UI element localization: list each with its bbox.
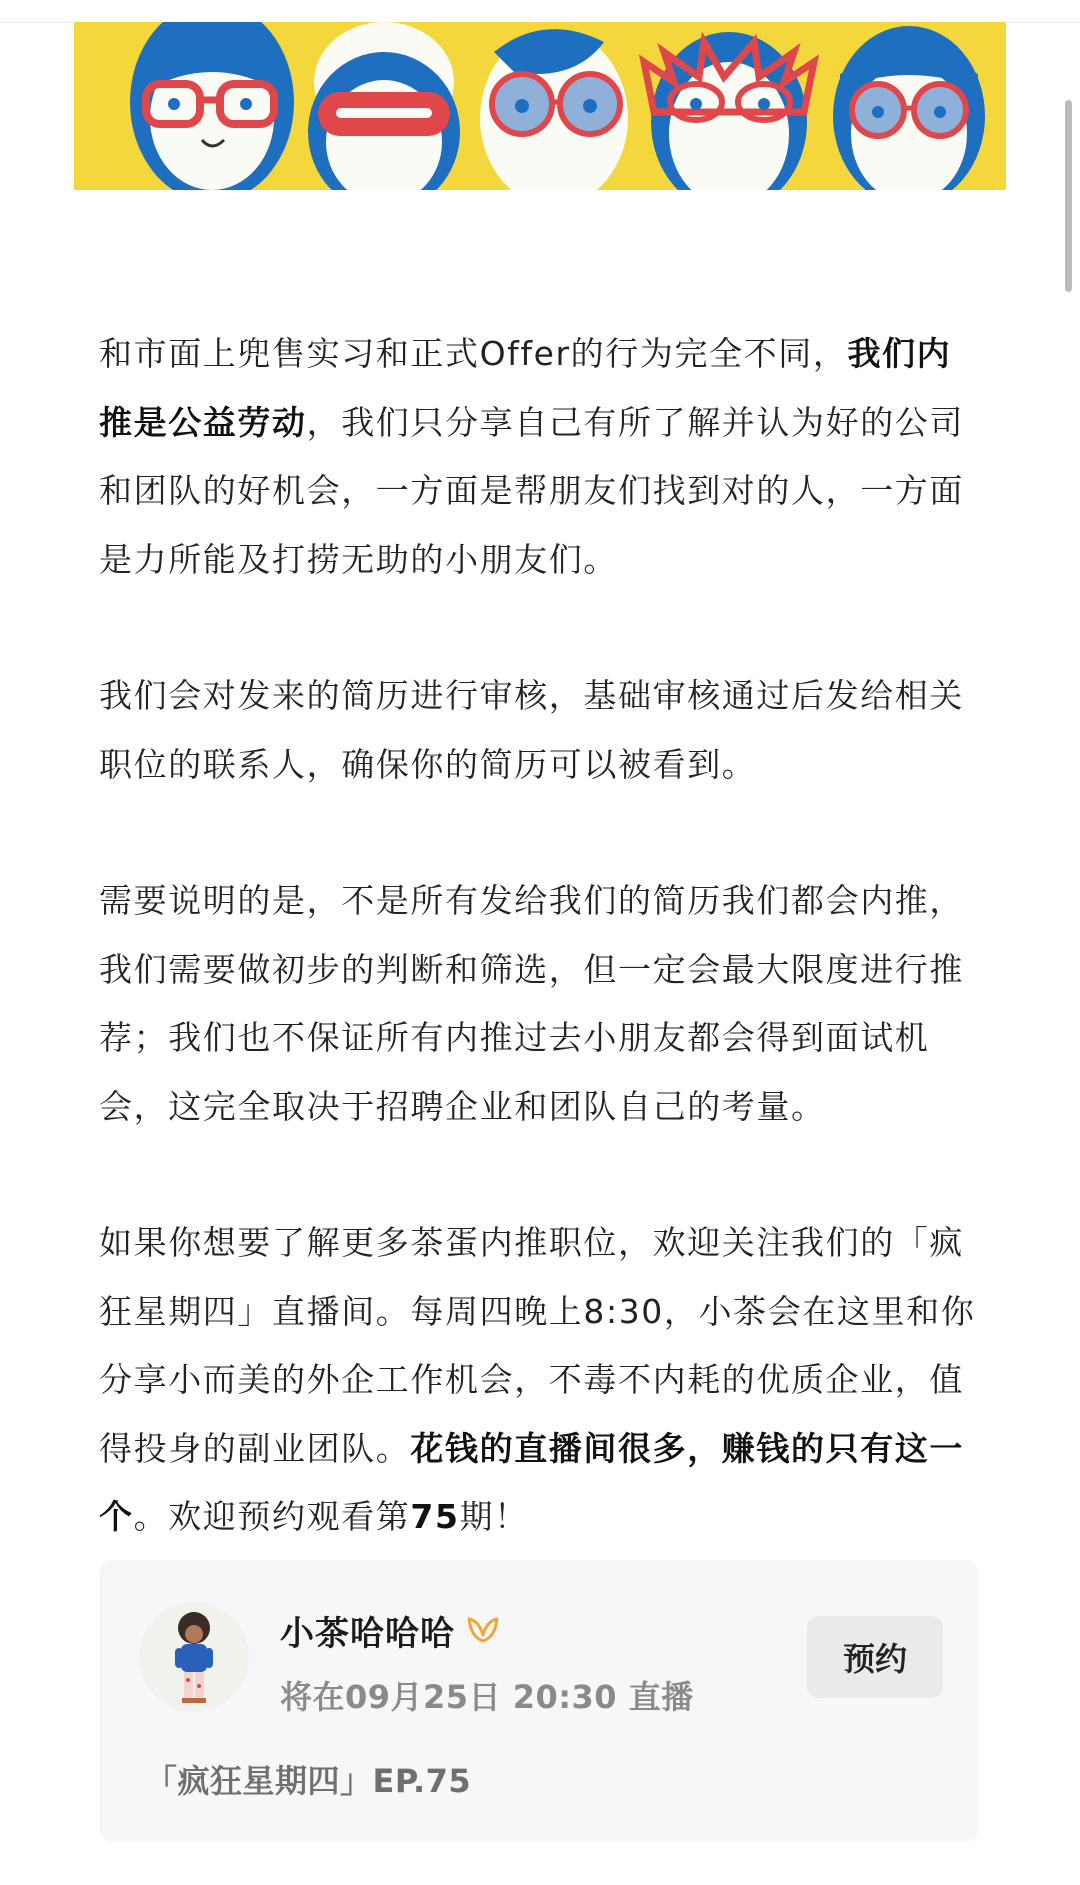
- paragraph-3: 需要说明的是，不是所有发给我们的简历我们都会内推，我们需要做初步的判断和筛选，但一定会最大限度进行推荐；我们也不保证所有内推过去小朋友都会得到面试机会，这完全取决于招聘企业和团队自己的考量。: [99, 881, 964, 1126]
- paragraph-1-bold: 我们内推是公益劳动: [99, 334, 952, 442]
- top-bar: [0, 0, 1080, 23]
- paragraph-4-text: 如果你想要了解更多茶蛋内推职位，欢迎关注我们的「疯狂星期四」直播间。每周四晚上8:30，小茶会在这里和你分享小而美的外企工作机会，不毒不内耗的优质企业，值得投身的副业团队。: [99, 1223, 976, 1468]
- streamer-name-row: [280, 1608, 501, 1652]
- live-schedule: 将在09月25日 20:30 直播: [280, 1678, 694, 1716]
- paragraph-4-text-cont: 。欢迎预约观看第: [133, 1497, 411, 1536]
- paragraph-4-bold: 花钱的直播间很多，赚钱的只有这一个: [99, 1428, 965, 1536]
- episode-title: 「疯狂星期四」EP.75: [145, 1762, 472, 1800]
- paragraph-4: [99, 1209, 979, 1552]
- streamer-name: 小茶哈哈哈: [280, 1613, 455, 1654]
- paragraph-2: 我们会对发来的简历进行审核，基础审核通过后发给相关职位的联系人，确保你的简历可以被看到。: [99, 676, 964, 784]
- article-body: [99, 320, 979, 1620]
- faces-with-glasses-illustration: [74, 22, 1006, 190]
- episode-number: 75: [410, 1497, 460, 1536]
- reserve-button[interactable]: 预约: [807, 1616, 943, 1698]
- avatar[interactable]: [139, 1602, 249, 1712]
- live-stream-card[interactable]: [99, 1560, 979, 1842]
- paragraph-1-text: 和市面上兜售实习和正式Offer的行为完全不同，: [99, 334, 848, 373]
- paragraph-1-text-cont: ，我们只分享自己有所了解并认为好的公司和团队的好机会，一方面是帮朋友们找到对的人，一方面是力所能及打捞无助的小朋友们。: [99, 402, 965, 579]
- avatar-figure-icon: [139, 1602, 249, 1712]
- header-illustration: [74, 22, 1006, 190]
- paragraph-1: [99, 320, 979, 594]
- verified-badge-icon: [465, 1615, 501, 1645]
- paragraph-4-text-end: 期！: [459, 1497, 529, 1536]
- scrollbar-thumb[interactable]: [1065, 100, 1072, 292]
